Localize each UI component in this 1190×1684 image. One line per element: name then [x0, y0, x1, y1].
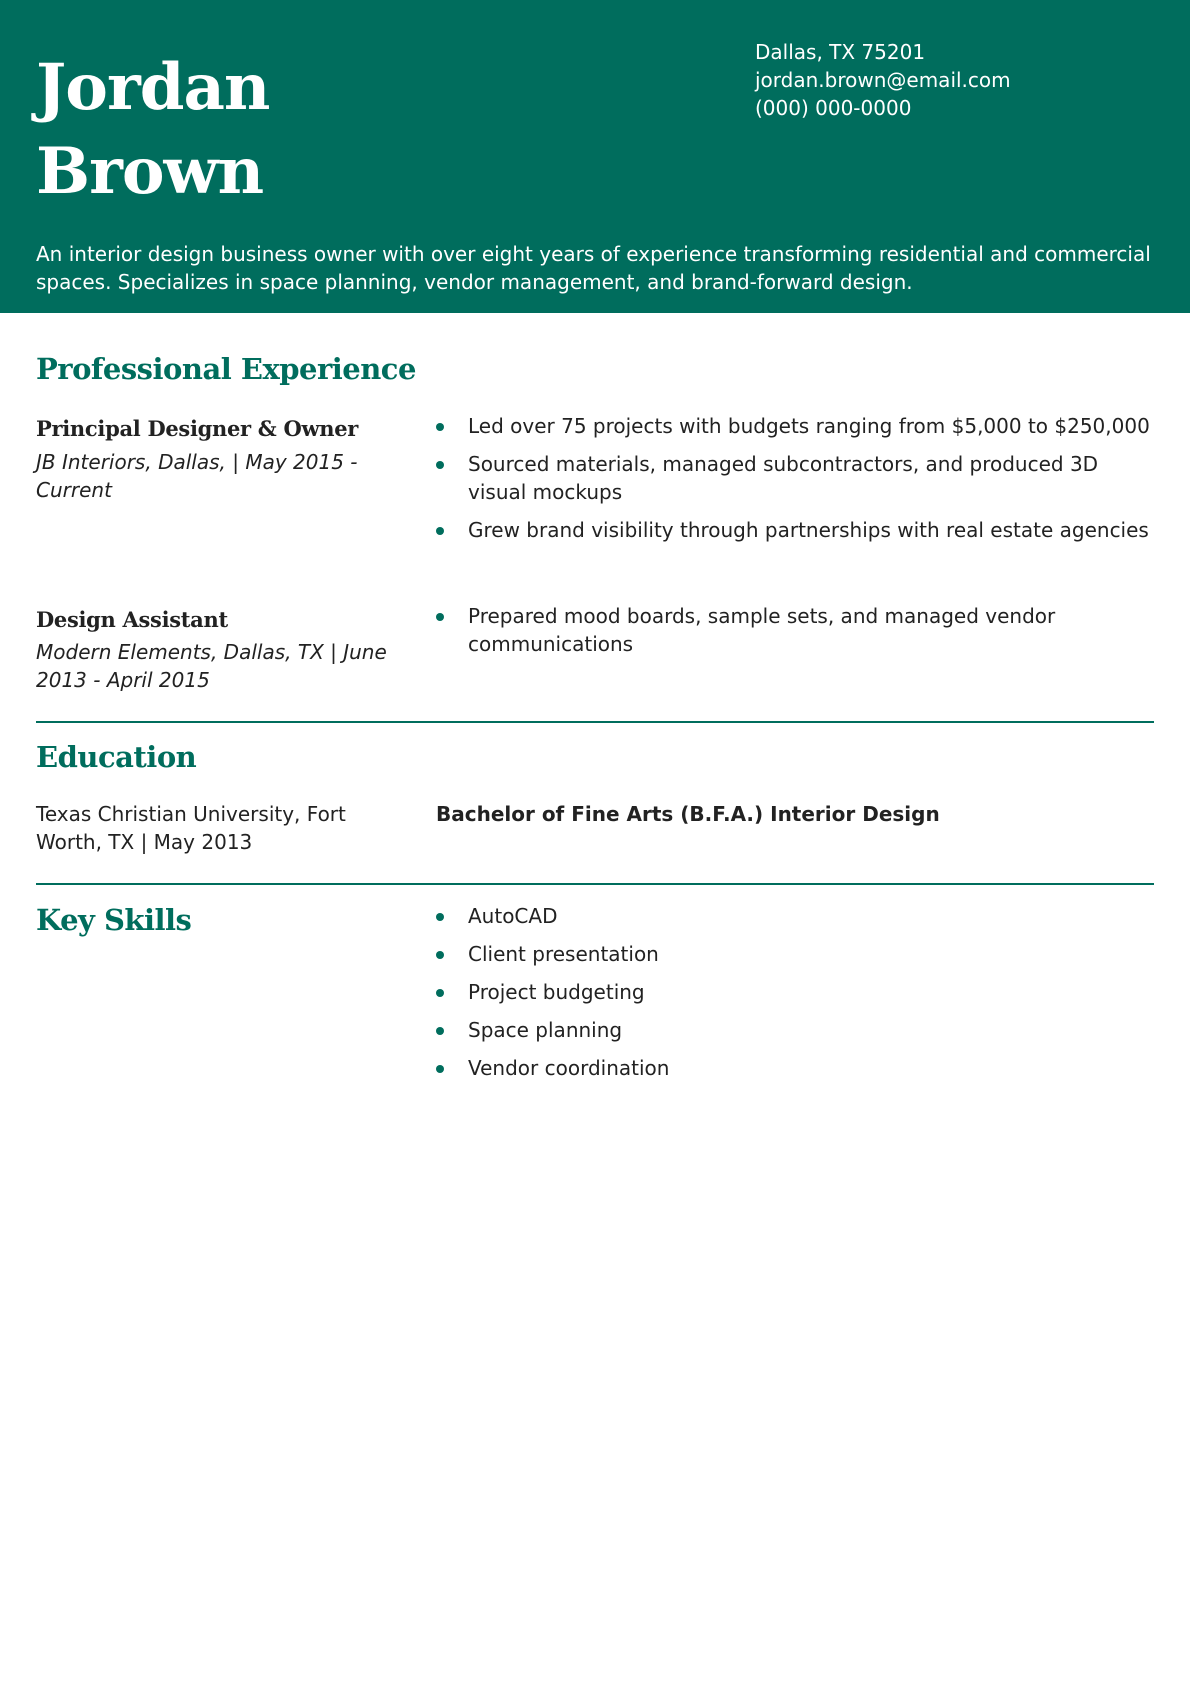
job-title: Principal Designer & Owner	[36, 416, 359, 441]
education-school: Texas Christian University, Fort Worth, TX | May 2013	[36, 802, 346, 854]
skill-item	[436, 940, 1156, 968]
contact-info	[755, 38, 1011, 122]
education-degree: Bachelor of Fine Arts (B.F.A.) Interior Design	[436, 802, 940, 826]
job-meta: Modern Elements, Dallas, TX | June 2013 - April 2015	[36, 640, 387, 692]
bullet-text: Led over 75 projects with budgets ranging from $5,000 to $250,000	[468, 414, 1150, 438]
section-divider	[36, 883, 1154, 885]
bullet-icon	[436, 613, 444, 621]
section-title-education: Education	[36, 740, 197, 774]
bullet-text: Grew brand visibility through partnerships with real estate agencies	[468, 518, 1149, 542]
summary: An interior design business owner with over eight years of experience transforming residential and commercial spaces. Specializes in space planning, vendor management, and brand-forward design.	[36, 242, 1151, 294]
bullet-icon	[436, 989, 444, 997]
skill-text: Vendor coordination	[468, 1056, 670, 1080]
list-item	[436, 516, 1156, 544]
section-title-skills: Key Skills	[36, 903, 192, 937]
bullet-icon	[436, 1027, 444, 1035]
resume-header	[0, 0, 1190, 313]
job-bullets	[436, 602, 1156, 668]
bullet-icon	[436, 913, 444, 921]
job-title: Design Assistant	[36, 607, 228, 632]
bullet-icon	[436, 1065, 444, 1073]
contact-email[interactable]: jordan.brown@email.com	[755, 68, 1011, 92]
skill-text: Project budgeting	[468, 980, 645, 1004]
bullet-icon	[436, 527, 444, 535]
skill-item	[436, 978, 1156, 1006]
job-meta: JB Interiors, Dallas, | May 2015 - Current	[36, 450, 358, 502]
candidate-name	[36, 46, 269, 214]
first-name: Jordan	[36, 50, 270, 125]
job-bullets	[436, 412, 1156, 554]
bullet-text: Sourced materials, managed subcontractors, and produced 3D visual mockups	[468, 452, 1099, 504]
bullet-icon	[436, 423, 444, 431]
last-name: Brown	[36, 134, 264, 209]
list-item	[436, 412, 1156, 440]
skill-item	[436, 1016, 1156, 1044]
skill-text: AutoCAD	[468, 904, 558, 928]
list-item	[436, 602, 1156, 658]
section-title-experience: Professional Experience	[36, 352, 416, 386]
skill-text: Space planning	[468, 1018, 623, 1042]
bullet-icon	[436, 951, 444, 959]
bullet-icon	[436, 461, 444, 469]
contact-phone: (000) 000-0000	[755, 96, 912, 120]
skill-item	[436, 1054, 1156, 1082]
bullet-text: Prepared mood boards, sample sets, and managed vendor communications	[468, 604, 1056, 656]
section-divider	[36, 721, 1154, 723]
skills-list	[436, 902, 1156, 1092]
list-item	[436, 450, 1156, 506]
skill-item	[436, 902, 1156, 930]
contact-location: Dallas, TX 75201	[755, 40, 926, 64]
skill-text: Client presentation	[468, 942, 659, 966]
